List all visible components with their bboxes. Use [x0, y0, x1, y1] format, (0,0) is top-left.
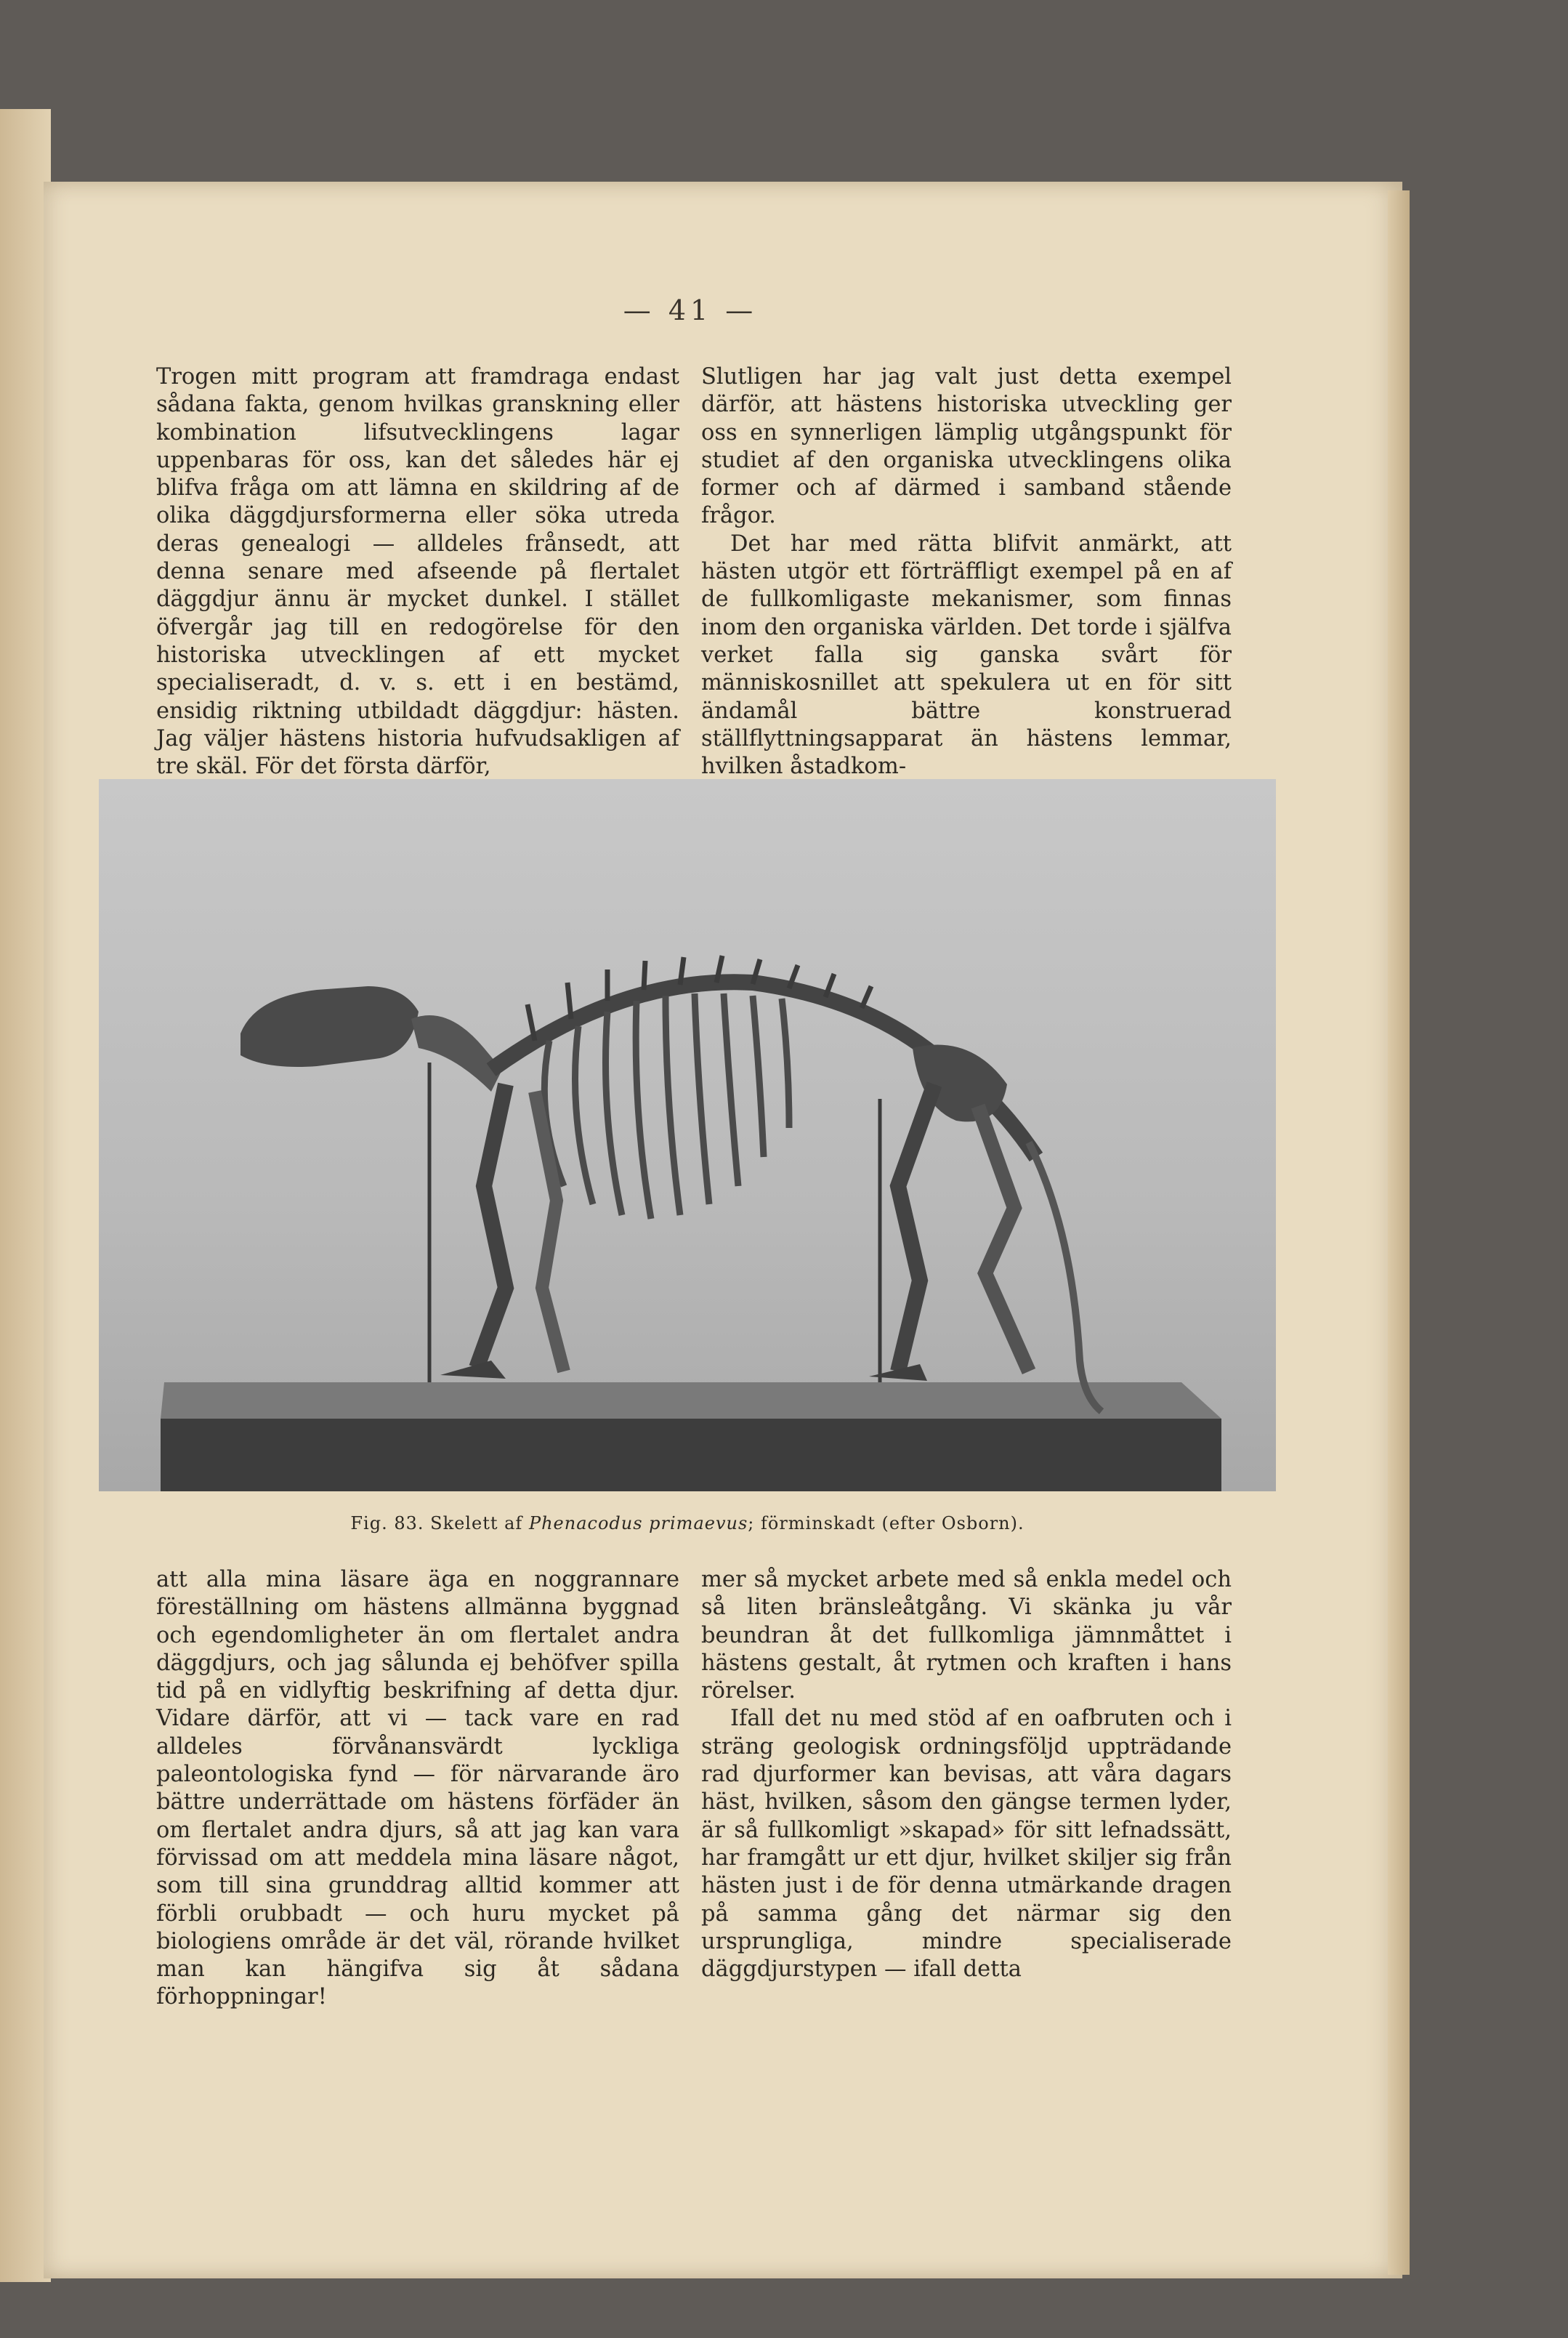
display-base-top — [161, 1382, 1221, 1419]
hind-leg-left — [898, 1084, 934, 1371]
text-column-bottom-left — [156, 1566, 679, 2012]
skeleton-illustration — [99, 779, 1276, 1491]
figure-caption — [99, 1513, 1276, 1533]
paragraph: Ifall det nu med stöd af en oafbruten och i sträng geologisk ordningsföljd uppträdande rad djurformer kan bevisas, att våra dagars häst, hvilken, såsom den gängse termen lyder, är så fullkomligt »skapad» för sitt lefnadssätt, har framgått ur ett djur, hvilket skiljer sig från hästen just i de för denna utmärkande dragen på samma gång det närmar sig den ursprungliga, mindre specialiserade däggdjurstypen — ifall detta — [701, 1706, 1232, 1983]
text-column-bottom-right — [701, 1566, 1232, 1983]
skeleton-figure — [99, 779, 1276, 1491]
paragraph: Det har med rätta blifvit anmärkt, att hästen utgör ett förträffligt exempel på en af de fullkomligaste mekanismer, som finnas inom den organiska världen. Det torde i själfva verket falla sig ganska svårt för människosnillet att spekulera ut en för sitt ändamål bättre konstruerad ställflyttningsapparat än hästens lemmar, hvilken åstadkom- — [701, 531, 1232, 780]
front-leg-left — [477, 1084, 506, 1368]
front-leg-right — [535, 1092, 564, 1371]
caption-suffix: ; förminskadt (efter Osborn). — [748, 1513, 1025, 1533]
paragraph: att alla mina läsare äga en noggrannare föreställning om hästens allmänna byggnad och egendomligheter än om flertalet andra däggdjurs, och jag sålunda ej behöfver spilla tid på en vidlyftig beskrifning af detta djur. Vidare därför, att vi — tack vare en rad alldeles förvånansvärdt lyckliga paleontologiska fynd — för närvarande äro bättre underrättade om hästens förfäder än om flertalet andra djurs, så att jag kan vara förvissad om att meddela mina läsare något, som till sina grunddrag alltid kommer att förbli orubbadt — och huru mycket på biologiens område är det väl, rörande hvilket man kan hängifva sig åt sådana förhoppningar! — [156, 1567, 679, 2010]
tail — [1029, 1142, 1102, 1411]
paragraph: Slutligen har jag valt just detta exempel därför, att hästens historiska utveckling ger oss en synnerligen lämplig utgångspunkt för studiet af den organiska utvecklingens olika former och af därmed i samband stående frågor. — [701, 364, 1232, 529]
page-number: — 41 — — [623, 294, 758, 326]
paragraph: Trogen mitt program att framdraga endast sådana fakta, genom hvilkas granskning eller kombination lifsutvecklingens lagar uppenbaras för oss, kan det således här ej blifva fråga om att lämna en skildring af de olika däggdjursformerna eller söka utreda deras genealogi — alldeles frånsedt, att denna senare med afseende på flertalet däggdjur ännu är mycket dunkel. I stället öfvergår jag till en redogörelse för den historiska utvecklingen af ett mycket specialiseradt, d. v. s. ett i en bestämd, ensidig riktning utbildadt däggdjur: hästen. Jag väljer hästens historia hufvudsakligen af tre skäl. För det första därför, — [156, 364, 679, 780]
display-base-front — [161, 1419, 1221, 1491]
text-column-top-left — [156, 363, 679, 781]
text-column-top-right — [701, 363, 1232, 781]
paragraph: mer så mycket arbete med så enkla medel och så liten bränsleåtgång. Vi skänka ju vår beundran åt det fullkomliga jämnmåttet i hästens gestalt, åt rytmen och kraften i hans rörelser. — [701, 1567, 1232, 1704]
ribcage — [544, 993, 789, 1219]
caption-prefix: Fig. 83. Skelett af — [350, 1513, 529, 1533]
caption-species: Phenacodus primaevus — [528, 1513, 748, 1533]
neck-vertebrae — [411, 1015, 502, 1092]
page-edge — [1388, 190, 1410, 2275]
skull — [241, 986, 419, 1067]
